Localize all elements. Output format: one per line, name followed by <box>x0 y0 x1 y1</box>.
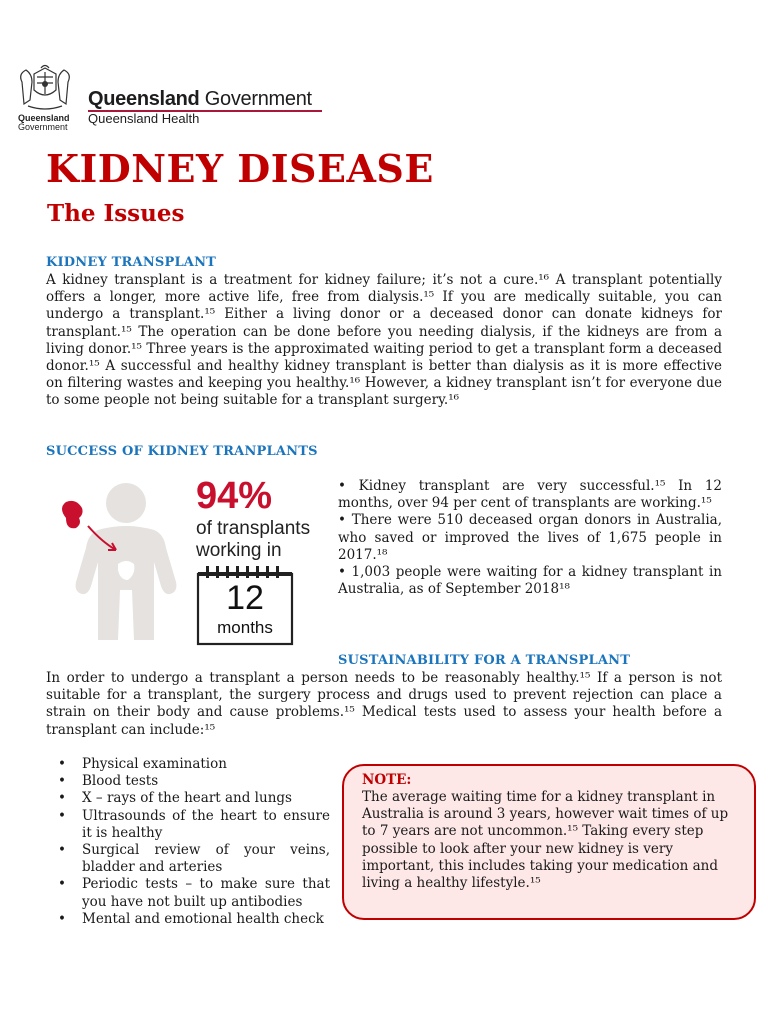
transplant-paragraph: A kidney transplant is a treatment for kidney failure; it’s not a cure.¹⁶ A transplant potentially offers a longer, more active life, free from dialysis.¹⁵ If you are medically suitable, you can undergo a transplant.¹⁵ Either a living donor or a deceased donor can donate kidneys for transplant.¹⁵ The operation can be done before you needing dialysis, if the kidneys are from a living donor.¹⁵ Three years is the approximated waiting period to get a transplant form a deceased donor.¹⁵ A successful and healthy kidney transplant is better than dialysis as it is more effective on filtering wastes and keeping you healthy.¹⁶ However, a kidney transplant isn’t for everyone due to some people not being suitable for a transplant surgery.¹⁶ <box>46 272 722 409</box>
list-item: • Kidney transplant are very successful.¹⁵ In 12 months, over 94 per cent of transplants are working.¹⁵ <box>338 478 722 512</box>
success-stats-list <box>338 478 722 598</box>
medical-tests-list <box>58 756 330 928</box>
infographic-number: 12 <box>226 579 264 617</box>
department-name: Queensland Health <box>88 111 200 126</box>
person-kidney-illustration <box>46 470 336 650</box>
list-item: • Mental and emotional health check <box>58 911 330 928</box>
government-name-bold: Queensland <box>88 88 200 110</box>
list-item: • Surgical review of your veins, bladder and arteries <box>58 842 330 876</box>
list-item: • Periodic tests – to make sure that you have not built up antibodies <box>58 876 330 910</box>
crest-label-2: Government <box>18 122 68 132</box>
government-name <box>88 88 312 111</box>
crest-label-1: Queensland <box>18 113 70 123</box>
list-item: • X – rays of the heart and lungs <box>58 790 330 807</box>
infographic-percent: 94% <box>196 475 273 517</box>
infographic-line-2: working in <box>196 540 282 561</box>
kidney-icon <box>62 501 83 528</box>
queensland-government-logo <box>14 64 334 136</box>
coat-of-arms-icon <box>14 64 76 112</box>
page-title: KIDNEY DISEASE <box>46 146 434 191</box>
list-item: • 1,003 people were waiting for a kidney transplant in Australia, as of September 2018¹⁸ <box>338 564 722 598</box>
note-text: The average waiting time for a kidney transplant in Australia is around 3 years, however wait times of up to 7 years are not uncommon.¹⁵ Taking every step possible to look after your new kidney is very important, this includes taking your medication and living a healthy lifestyle.¹⁵ <box>362 789 729 892</box>
transplant-infographic <box>46 470 336 650</box>
infographic-unit: months <box>217 618 273 637</box>
section-heading-transplant: KIDNEY TRANSPLANT <box>46 255 217 270</box>
note-title: NOTE: <box>362 772 412 788</box>
list-item: • Physical examination <box>58 756 330 773</box>
page-subtitle: The Issues <box>47 200 185 227</box>
note-box <box>342 764 756 920</box>
section-heading-success: SUCCESS OF KIDNEY TRANPLANTS <box>46 444 318 459</box>
section-heading-suitability: SUSTAINABILITY FOR A TRANSPLANT <box>338 653 631 668</box>
government-name-rest: Government <box>199 88 312 110</box>
list-item: • Ultrasounds of the heart to ensure it is healthy <box>58 808 330 842</box>
infographic-line-1: of transplants <box>196 518 311 539</box>
list-item: • Blood tests <box>58 773 330 790</box>
suitability-paragraph: In order to undergo a transplant a person needs to be reasonably healthy.¹⁵ If a person is not suitable for a transplant, the surgery process and drugs used to prevent rejection can place a strain on their body and cause problems.¹⁵ Medical tests used to assess your health before a transplant can include:¹⁵ <box>46 670 722 738</box>
list-item: • There were 510 deceased organ donors in Australia, who saved or improved the lives of 1,675 people in 2017.¹⁸ <box>338 512 722 563</box>
